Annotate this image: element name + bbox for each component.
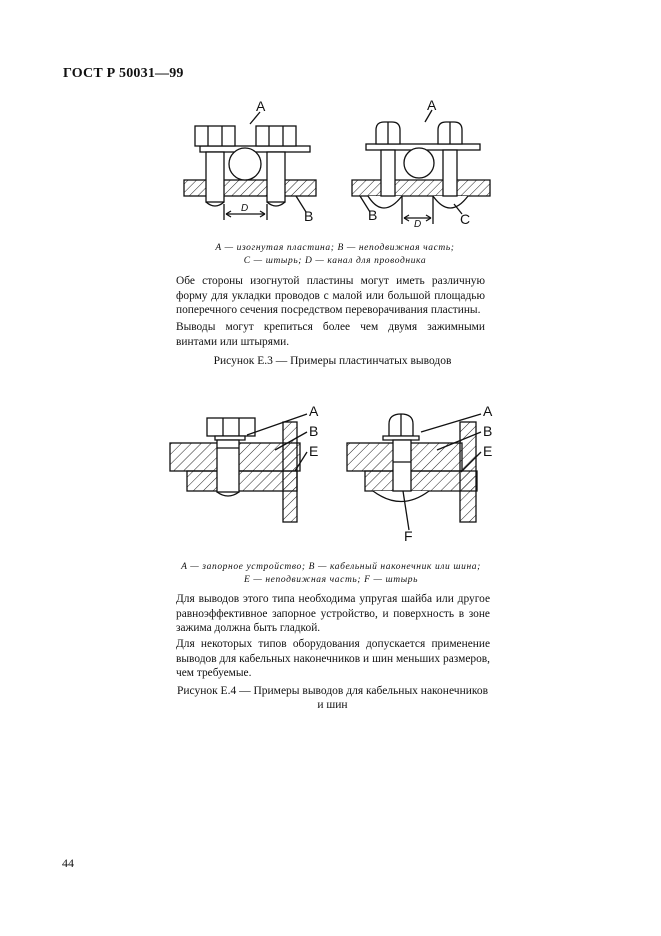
figure-e4-caption-line1: A — запорное устройство; B — кабельный наконечник или шина; — [181, 562, 481, 572]
figure-e3-paragraph2: Выводы могут крепиться более чем двумя зажимными винтами или штырями. — [176, 321, 485, 348]
figure-e3-drawing — [170, 96, 500, 236]
figure-e4-title-line2: и шин — [317, 699, 348, 711]
fig3-label-b-right: B — [368, 207, 378, 223]
fig3-label-a-right: A — [427, 97, 437, 113]
fig4-label-b-right: B — [483, 423, 493, 439]
fig3-label-b-left: B — [304, 208, 314, 224]
fig4-label-a-left: A — [309, 403, 319, 419]
figure-e3-caption — [170, 242, 500, 268]
figure-e4-title — [150, 684, 515, 712]
fig4-label-a-right: A — [483, 403, 493, 419]
fig3-label-d-left: D — [241, 203, 249, 214]
document-header: ГОСТ Р 50031—99 — [63, 66, 184, 81]
fig4-label-b-left: B — [309, 423, 319, 439]
page-number: 44 — [62, 856, 74, 870]
fig4-label-f-right: F — [404, 528, 413, 544]
figure-e3-caption-line1: A — изогнутая пластина; B — неподвижная часть; — [215, 243, 455, 253]
fig3-label-a-left: A — [256, 98, 266, 114]
figure-e4-title-line1: Рисунок Е.4 — Примеры выводов для кабельных наконечников — [176, 685, 489, 697]
fig3-label-d-right: D — [414, 219, 422, 230]
figure-e3-paragraph1: Обе стороны изогнутой пластины могут иметь различную форму для укладки проводов с малой или большой площадью поперечного сечения посредством переворачивания пластины. — [176, 275, 485, 316]
figure-e4-paragraph2: Для некоторых типов оборудования допускается применение выводов для кабельных наконечников и шин меньших размеров, чем требуемые. — [176, 638, 490, 679]
figure-e3-caption-line2: C — штырь; D — канал для проводника — [243, 256, 427, 266]
fig4-label-e-right: E — [483, 443, 493, 459]
fig3-label-c-right: C — [460, 211, 471, 227]
figure-e3-title: Рисунок Е.3 — Примеры пластинчатых выводов — [213, 355, 452, 367]
figure-e4-drawing — [165, 400, 500, 545]
figure-e4-paragraph1: Для выводов этого типа необходима упругая шайба или другое равноэффективное запорное устройство, и поверхность в зоне зажима должна быть гладкой. — [176, 593, 490, 634]
figure-e4-caption — [167, 561, 495, 587]
fig4-label-e-left: E — [309, 443, 319, 459]
figure-e4-caption-line2: E — неподвижная часть; F — штырь — [243, 575, 419, 585]
